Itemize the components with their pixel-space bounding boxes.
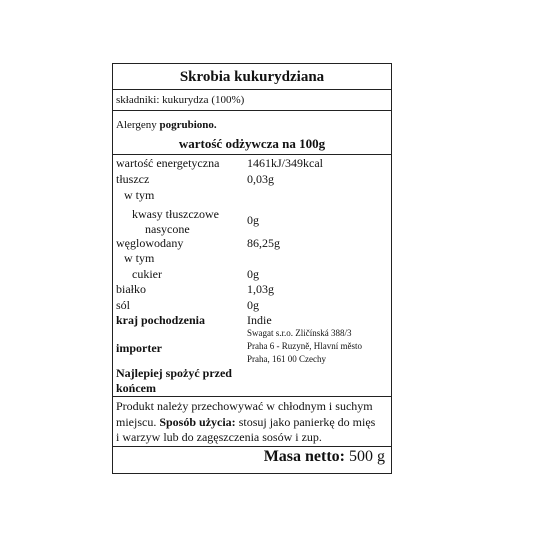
net-weight <box>264 448 385 466</box>
importer-line: Swagat s.r.o. Zličínská 388/3 <box>247 328 352 338</box>
importer-line: Praha, 161 00 Czechy <box>247 354 326 364</box>
best-before-label: Najlepiej spożyć przed <box>116 366 232 380</box>
saturated-label-2: nasycone <box>145 222 190 236</box>
importer-address <box>247 327 362 366</box>
origin-label: kraj pochodzenia <box>116 313 206 327</box>
usage-label: Sposób użycia: <box>159 415 236 429</box>
divider <box>113 154 391 155</box>
saturated-label: kwasy tłuszczowe <box>132 207 219 221</box>
nutrition-header: wartość odżywcza na 100g <box>178 136 326 151</box>
sugar-value: 0g <box>247 267 259 281</box>
importer-line: Praha 6 - Ruzyně, Hlavní město <box>247 341 362 351</box>
fat-of-which: w tym <box>124 188 155 202</box>
protein-label: białko <box>116 282 146 296</box>
origin-value: Indie <box>247 313 272 327</box>
energy-label: wartość energetyczna <box>116 156 220 170</box>
usage-text-2: i warzyw lub do zagęszczenia sosów i zup. <box>116 430 322 444</box>
net-weight-label: Masa netto: <box>263 448 345 465</box>
usage-text: miejscu. Sposób użycia: stosuj jako panierkę do mięs <box>116 415 376 429</box>
salt-value: 0g <box>247 298 259 312</box>
divider <box>113 89 391 90</box>
sugar-label: cukier <box>132 267 162 281</box>
fat-value: 0,03g <box>247 172 274 186</box>
energy-value: 1461kJ/349kcal <box>247 156 323 170</box>
allergens-note: Alergeny pogrubiono. <box>116 119 217 131</box>
salt-label: sól <box>116 298 131 312</box>
divider <box>113 110 391 111</box>
carbs-of-which: w tym <box>124 251 155 265</box>
fat-label: tłuszcz <box>116 172 150 186</box>
saturated-value: 0g <box>247 213 259 227</box>
divider <box>113 446 391 447</box>
allergens-bold: pogrubiono. <box>159 119 217 131</box>
product-title: Skrobia kukurydziana <box>179 69 325 85</box>
product-label <box>112 63 392 474</box>
best-before-label-2: końcem <box>116 381 156 395</box>
protein-value: 1,03g <box>247 282 274 296</box>
net-weight-value: 500 g <box>345 448 385 465</box>
carbs-value: 86,25g <box>247 236 280 250</box>
carbs-label: węglowodany <box>116 236 184 250</box>
importer-label: importer <box>116 341 162 355</box>
ingredients-text: składniki: kukurydza (100%) <box>116 94 245 106</box>
divider <box>113 396 391 397</box>
storage-text: Produkt należy przechowywać w chłodnym i suchym <box>116 399 373 413</box>
